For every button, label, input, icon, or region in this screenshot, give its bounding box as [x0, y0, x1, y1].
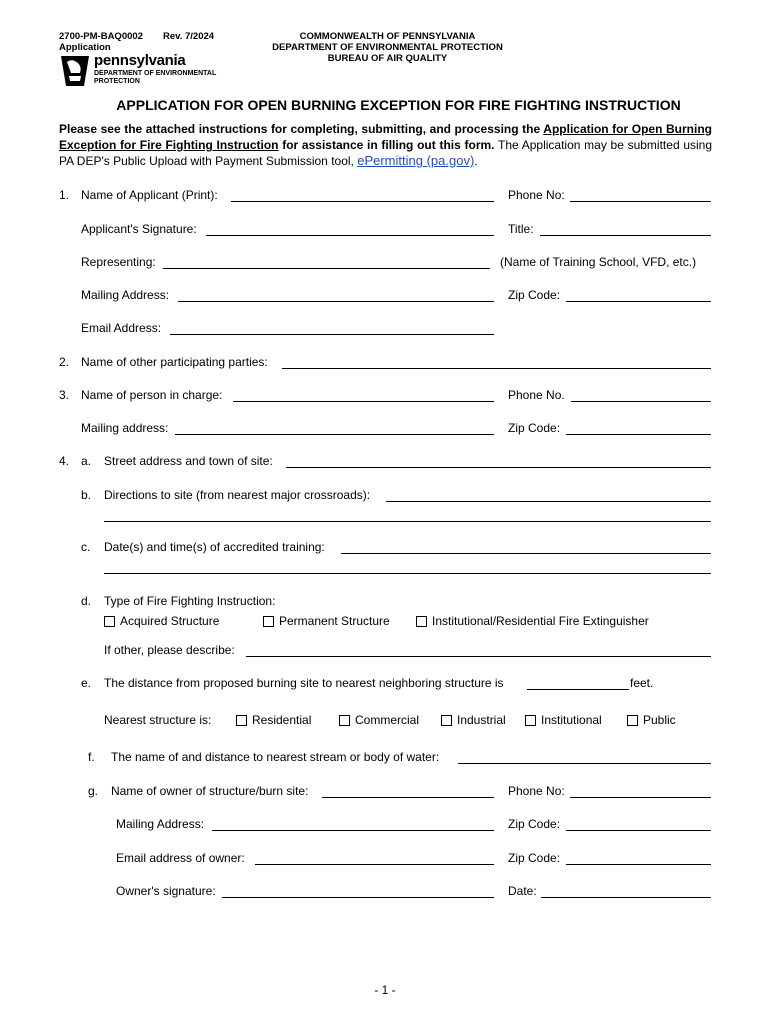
item-d-letter: d. — [81, 594, 92, 608]
representing-hint: (Name of Training School, VFD, etc.) — [500, 255, 697, 269]
fire-extinguisher-option[interactable] — [416, 614, 649, 628]
owner-mailing-label: Mailing Address: — [116, 817, 205, 831]
keystone-icon — [58, 52, 92, 88]
zip-label: Zip Code: — [508, 288, 561, 302]
mailing-address-3-field[interactable] — [175, 434, 494, 435]
epermitting-link[interactable]: ePermitting (pa.gov) — [357, 153, 475, 168]
instruction-type-label: Type of Fire Fighting Instruction: — [104, 594, 276, 608]
phone-field[interactable] — [570, 201, 711, 202]
owner-name-field[interactable] — [322, 797, 494, 798]
form-type: Application — [59, 42, 111, 53]
q3-number: 3. — [59, 388, 70, 402]
owner-email-field[interactable] — [255, 864, 494, 865]
page-number: - 1 - — [374, 983, 396, 997]
q2-number: 2. — [59, 355, 70, 369]
fire-extinguisher-checkbox[interactable] — [416, 616, 427, 627]
owner-signature-label: Owner's signature: — [116, 884, 216, 898]
owner-name-label: Name of owner of structure/burn site: — [111, 784, 309, 798]
industrial-checkbox[interactable] — [441, 715, 452, 726]
feet-label: feet. — [630, 676, 654, 690]
q1-number: 1. — [59, 188, 70, 202]
instructions-link[interactable]: Application for Open Burning Exception for Fire Fighting Instruction — [59, 122, 712, 152]
other-parties-field[interactable] — [282, 368, 711, 369]
industrial-option[interactable] — [441, 713, 506, 727]
owner-phone-field[interactable] — [570, 797, 711, 798]
directions-field[interactable] — [386, 501, 711, 502]
item-f-letter: f. — [88, 750, 95, 764]
residential-option[interactable] — [236, 713, 311, 727]
distance-label: The distance from proposed burning site to nearest neighboring structure is — [104, 676, 504, 690]
residential-text: Residential — [252, 713, 312, 727]
owner-zip-2-label: Zip Code: — [508, 851, 561, 865]
other-parties-label: Name of other participating parties: — [81, 355, 268, 369]
street-address-label: Street address and town of site: — [104, 454, 273, 468]
owner-phone-label: Phone No: — [508, 784, 565, 798]
other-describe-field[interactable] — [246, 656, 711, 657]
permanent-structure-checkbox[interactable] — [263, 616, 274, 627]
intro-part-2: for assistance in filling out this form. — [278, 138, 495, 152]
owner-mailing-field[interactable] — [212, 830, 494, 831]
institutional-checkbox[interactable] — [525, 715, 536, 726]
date-field[interactable] — [541, 897, 711, 898]
item-e-letter: e. — [81, 676, 92, 690]
owner-email-label: Email address of owner: — [116, 851, 245, 865]
q4-number: 4. — [59, 454, 70, 468]
acquired-structure-checkbox[interactable] — [104, 616, 115, 627]
agency-line-3: BUREAU OF AIR QUALITY — [327, 53, 448, 64]
email-field[interactable] — [170, 334, 494, 335]
logo-subtext-1: DEPARTMENT OF ENVIRONMENTAL — [94, 70, 217, 77]
industrial-text: Industrial — [457, 713, 506, 727]
intro-part-3: The Application may be submitted using PA DEP's Public Upload with Payment Submission tool, — [59, 138, 713, 168]
mailing-address-label: Mailing Address: — [81, 288, 170, 302]
intro-part-1: Please see the attached instructions for completing, submitting, and processing the — [59, 122, 544, 136]
zip-3-field[interactable] — [566, 434, 711, 435]
commercial-checkbox[interactable] — [339, 715, 350, 726]
owner-signature-field[interactable] — [222, 897, 494, 898]
distance-field[interactable] — [527, 689, 629, 690]
zip-3-label: Zip Code: — [508, 421, 561, 435]
mailing-address-field[interactable] — [178, 301, 494, 302]
date-label: Date: — [508, 884, 537, 898]
owner-zip-2-field[interactable] — [566, 864, 711, 865]
owner-zip-label: Zip Code: — [508, 817, 561, 831]
permanent-structure-option[interactable] — [263, 614, 390, 628]
intro-paragraph — [59, 121, 712, 169]
owner-zip-field[interactable] — [566, 830, 711, 831]
intro-part-4: . — [474, 154, 478, 168]
commercial-option[interactable] — [339, 713, 419, 727]
item-c-letter: c. — [81, 540, 91, 554]
street-address-field[interactable] — [286, 467, 711, 468]
applicant-name-field[interactable] — [231, 201, 494, 202]
directions-field-line-2[interactable] — [104, 521, 711, 522]
representing-field[interactable] — [163, 268, 490, 269]
zip-field[interactable] — [566, 301, 711, 302]
pa-logo — [58, 52, 218, 88]
fire-extinguisher-text: Institutional/Residential Fire Extinguisher — [432, 614, 649, 628]
representing-label: Representing: — [81, 255, 156, 269]
other-describe-label: If other, please describe: — [104, 643, 235, 657]
nearest-structure-label: Nearest structure is: — [104, 713, 212, 727]
phone-3-label: Phone No. — [508, 388, 565, 402]
training-dates-field[interactable] — [341, 553, 711, 554]
email-label: Email Address: — [81, 321, 162, 335]
person-in-charge-field[interactable] — [233, 401, 494, 402]
item-a-letter: a. — [81, 454, 92, 468]
directions-label: Directions to site (from nearest major crossroads): — [104, 488, 371, 502]
applicant-name-label: Name of Applicant (Print): — [81, 188, 218, 202]
signature-field[interactable] — [206, 235, 494, 236]
logo-subtext-2: PROTECTION — [94, 78, 140, 85]
permanent-structure-text: Permanent Structure — [279, 614, 390, 628]
public-text: Public — [643, 713, 676, 727]
item-b-letter: b. — [81, 488, 92, 502]
person-in-charge-label: Name of person in charge: — [81, 388, 223, 402]
form-number: 2700-PM-BAQ0002 — [59, 31, 143, 42]
form-revision: Rev. 7/2024 — [163, 31, 215, 42]
item-g-letter: g. — [88, 784, 99, 798]
institutional-text: Institutional — [541, 713, 602, 727]
public-checkbox[interactable] — [627, 715, 638, 726]
signature-label: Applicant's Signature: — [81, 222, 197, 236]
training-dates-label: Date(s) and time(s) of accredited training: — [104, 540, 325, 554]
page-title: APPLICATION FOR OPEN BURNING EXCEPTION FOR FIRE FIGHTING INSTRUCTION — [116, 97, 681, 113]
title-field[interactable] — [540, 235, 711, 236]
public-option[interactable] — [627, 713, 676, 727]
phone-label: Phone No: — [508, 188, 565, 202]
stream-label: The name of and distance to nearest stream or body of water: — [111, 750, 440, 764]
agency-line-2: DEPARTMENT OF ENVIRONMENTAL PROTECTION — [272, 42, 503, 53]
title-label: Title: — [508, 222, 534, 236]
training-dates-field-line-2[interactable] — [104, 573, 711, 574]
agency-line-1: COMMONWEALTH OF PENNSYLVANIA — [299, 31, 476, 42]
commercial-text: Commercial — [355, 713, 420, 727]
logo-text: pennsylvania — [94, 52, 186, 69]
stream-field[interactable] — [458, 763, 711, 764]
institutional-option[interactable] — [525, 713, 602, 727]
acquired-structure-text: Acquired Structure — [120, 614, 220, 628]
mailing-address-3-label: Mailing address: — [81, 421, 169, 435]
acquired-structure-option[interactable] — [104, 614, 219, 628]
phone-3-field[interactable] — [571, 401, 711, 402]
residential-checkbox[interactable] — [236, 715, 247, 726]
